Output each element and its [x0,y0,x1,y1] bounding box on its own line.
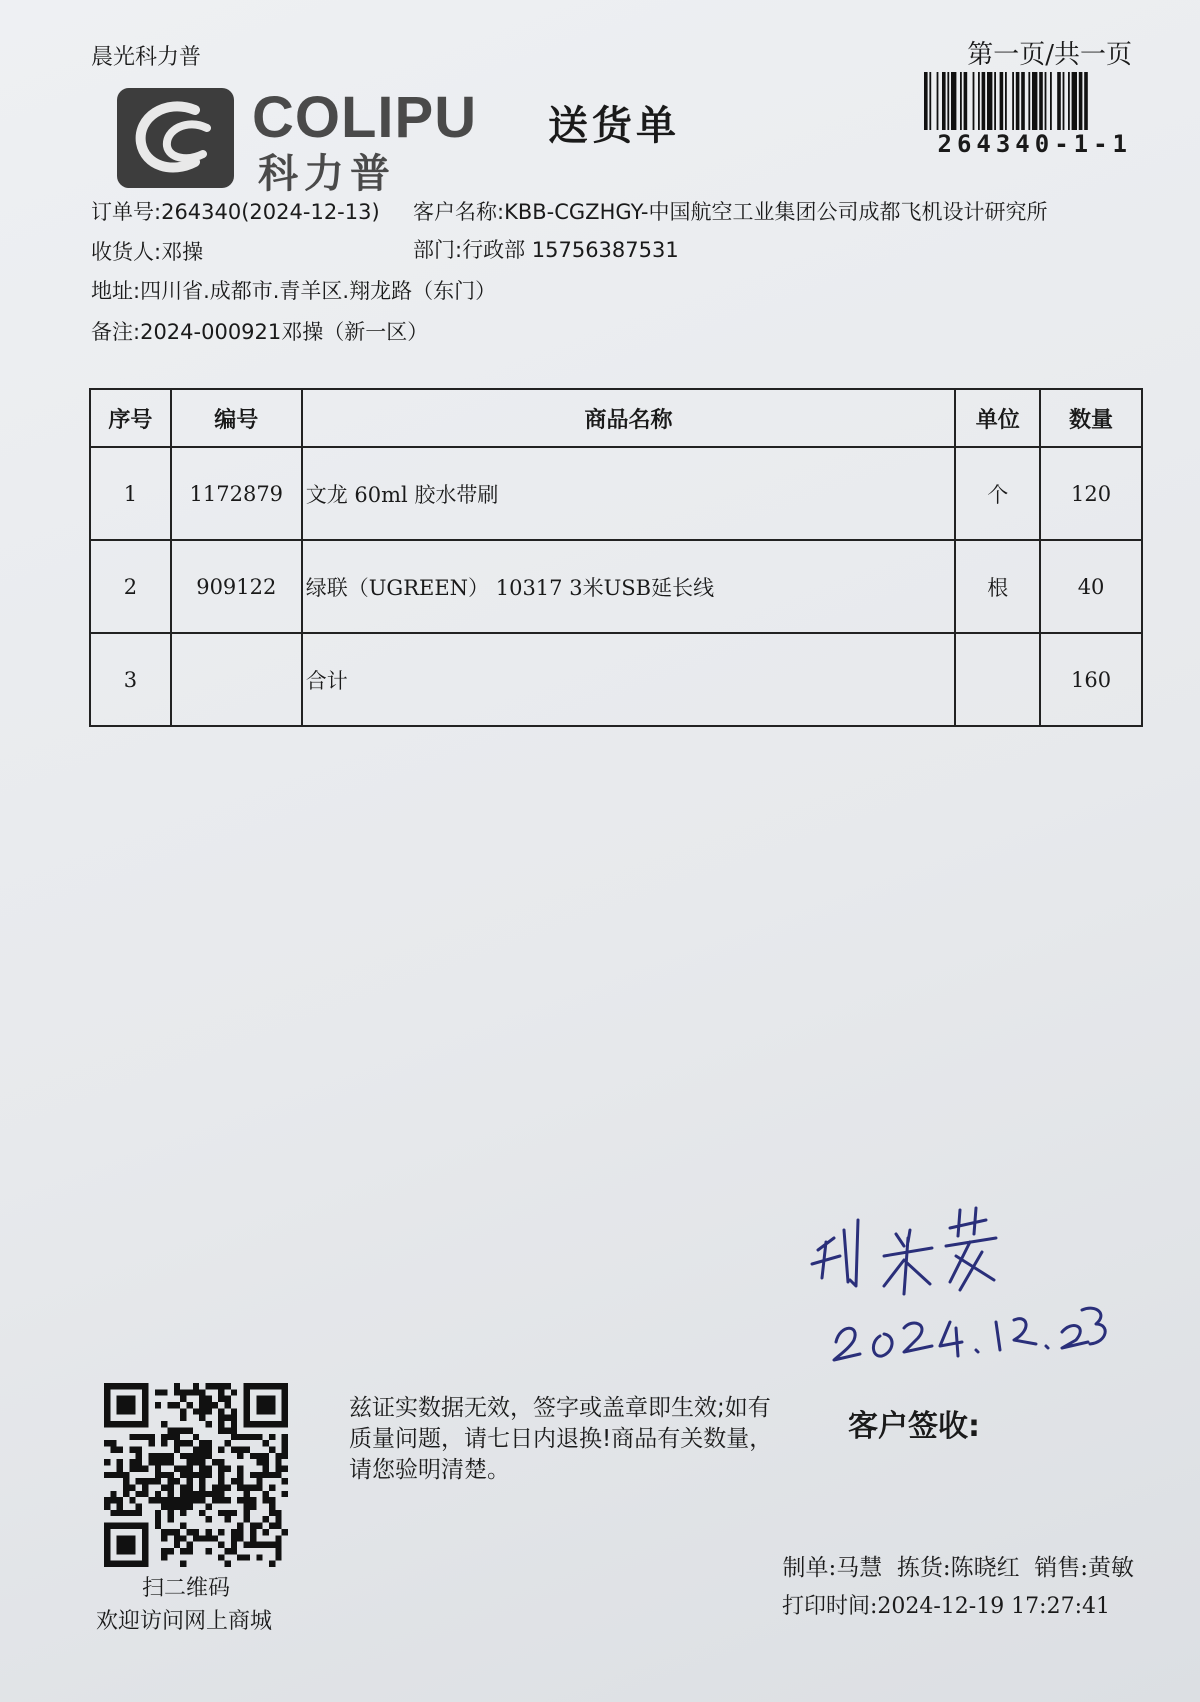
cell-name: 文龙 60ml 胶水带刷 [302,447,956,540]
document-title: 送货单 [548,103,680,149]
cell-seq: 2 [90,540,171,633]
qr-caption-mall: 欢迎访问网上商城 [96,1609,273,1634]
order-number-value: 264340(2024-12-13) [161,200,380,224]
colipu-logo-icon [117,88,234,188]
notice-text: 兹证实数据无效，签字或盖章即生效;如有质量问题，请七日内退换!商品有关数量，请您验明清楚。 [349,1395,773,1483]
cell-code: 1172879 [171,447,302,540]
cell-code [171,633,302,726]
order-number-field [91,196,380,226]
barcode-icon [924,72,1136,130]
address-value: 四川省.成都市.青羊区.翔龙路（东门） [140,279,497,303]
cell-name: 合计 [302,633,956,726]
cell-qty: 40 [1040,540,1142,633]
address-field [91,275,496,305]
cell-seq: 3 [90,633,171,726]
remark-label: 备注: [91,320,141,344]
receiver-field [91,236,203,266]
handwritten-signature [800,1190,1120,1370]
order-number-label: 订单号: [91,200,162,224]
customer-value: KBB-CGZHGY-中国航空工业集团公司成都飞机设计研究所 [504,200,1048,224]
receiver-value: 邓操 [161,240,204,264]
header-name: 商品名称 [302,389,956,447]
header-unit: 单位 [955,389,1040,447]
page-indicator: 第一页/共一页 [967,40,1132,70]
header-code: 编号 [171,389,302,447]
cell-unit: 个 [955,447,1040,540]
cell-code: 909122 [171,540,302,633]
address-label: 地址: [91,279,141,303]
cell-unit [955,633,1040,726]
company-name: 晨光科力普 [91,45,202,70]
items-table [89,388,1143,727]
header-seq: 序号 [90,389,171,447]
logo-wordmark: COLIPU [252,85,478,150]
customer-label: 客户名称: [413,200,505,224]
table-header-row [90,389,1142,447]
staff-line: 制单:马慧 拣货:陈晓红 销售:黄敏 [782,1555,1134,1581]
cell-name: 绿联（UGREEN） 10317 3米USB延长线 [302,540,956,633]
table-row [90,540,1142,633]
cell-unit: 根 [955,540,1040,633]
header-qty: 数量 [1040,389,1142,447]
cell-seq: 1 [90,447,171,540]
customer-field [413,196,1048,226]
barcode-number: 264340-1-1 [937,130,1132,158]
remark-value: 2024-000921邓操（新一区） [140,320,429,344]
customer-sign-label: 客户签收: [848,1409,980,1444]
table-row [90,447,1142,540]
qr-code-icon [104,1383,288,1567]
table-row [90,633,1142,726]
cell-qty: 160 [1040,633,1142,726]
cell-qty: 120 [1040,447,1142,540]
department-field [413,234,679,264]
department-value: 行政部 15756387531 [462,238,679,262]
logo-chinese: 科力普 [258,151,396,197]
receiver-label: 收货人: [91,240,162,264]
qr-caption-scan: 扫二维码 [142,1576,231,1601]
print-time: 打印时间:2024-12-19 17:27:41 [781,1594,1110,1619]
department-label: 部门: [413,238,463,262]
remark-field [91,316,428,346]
